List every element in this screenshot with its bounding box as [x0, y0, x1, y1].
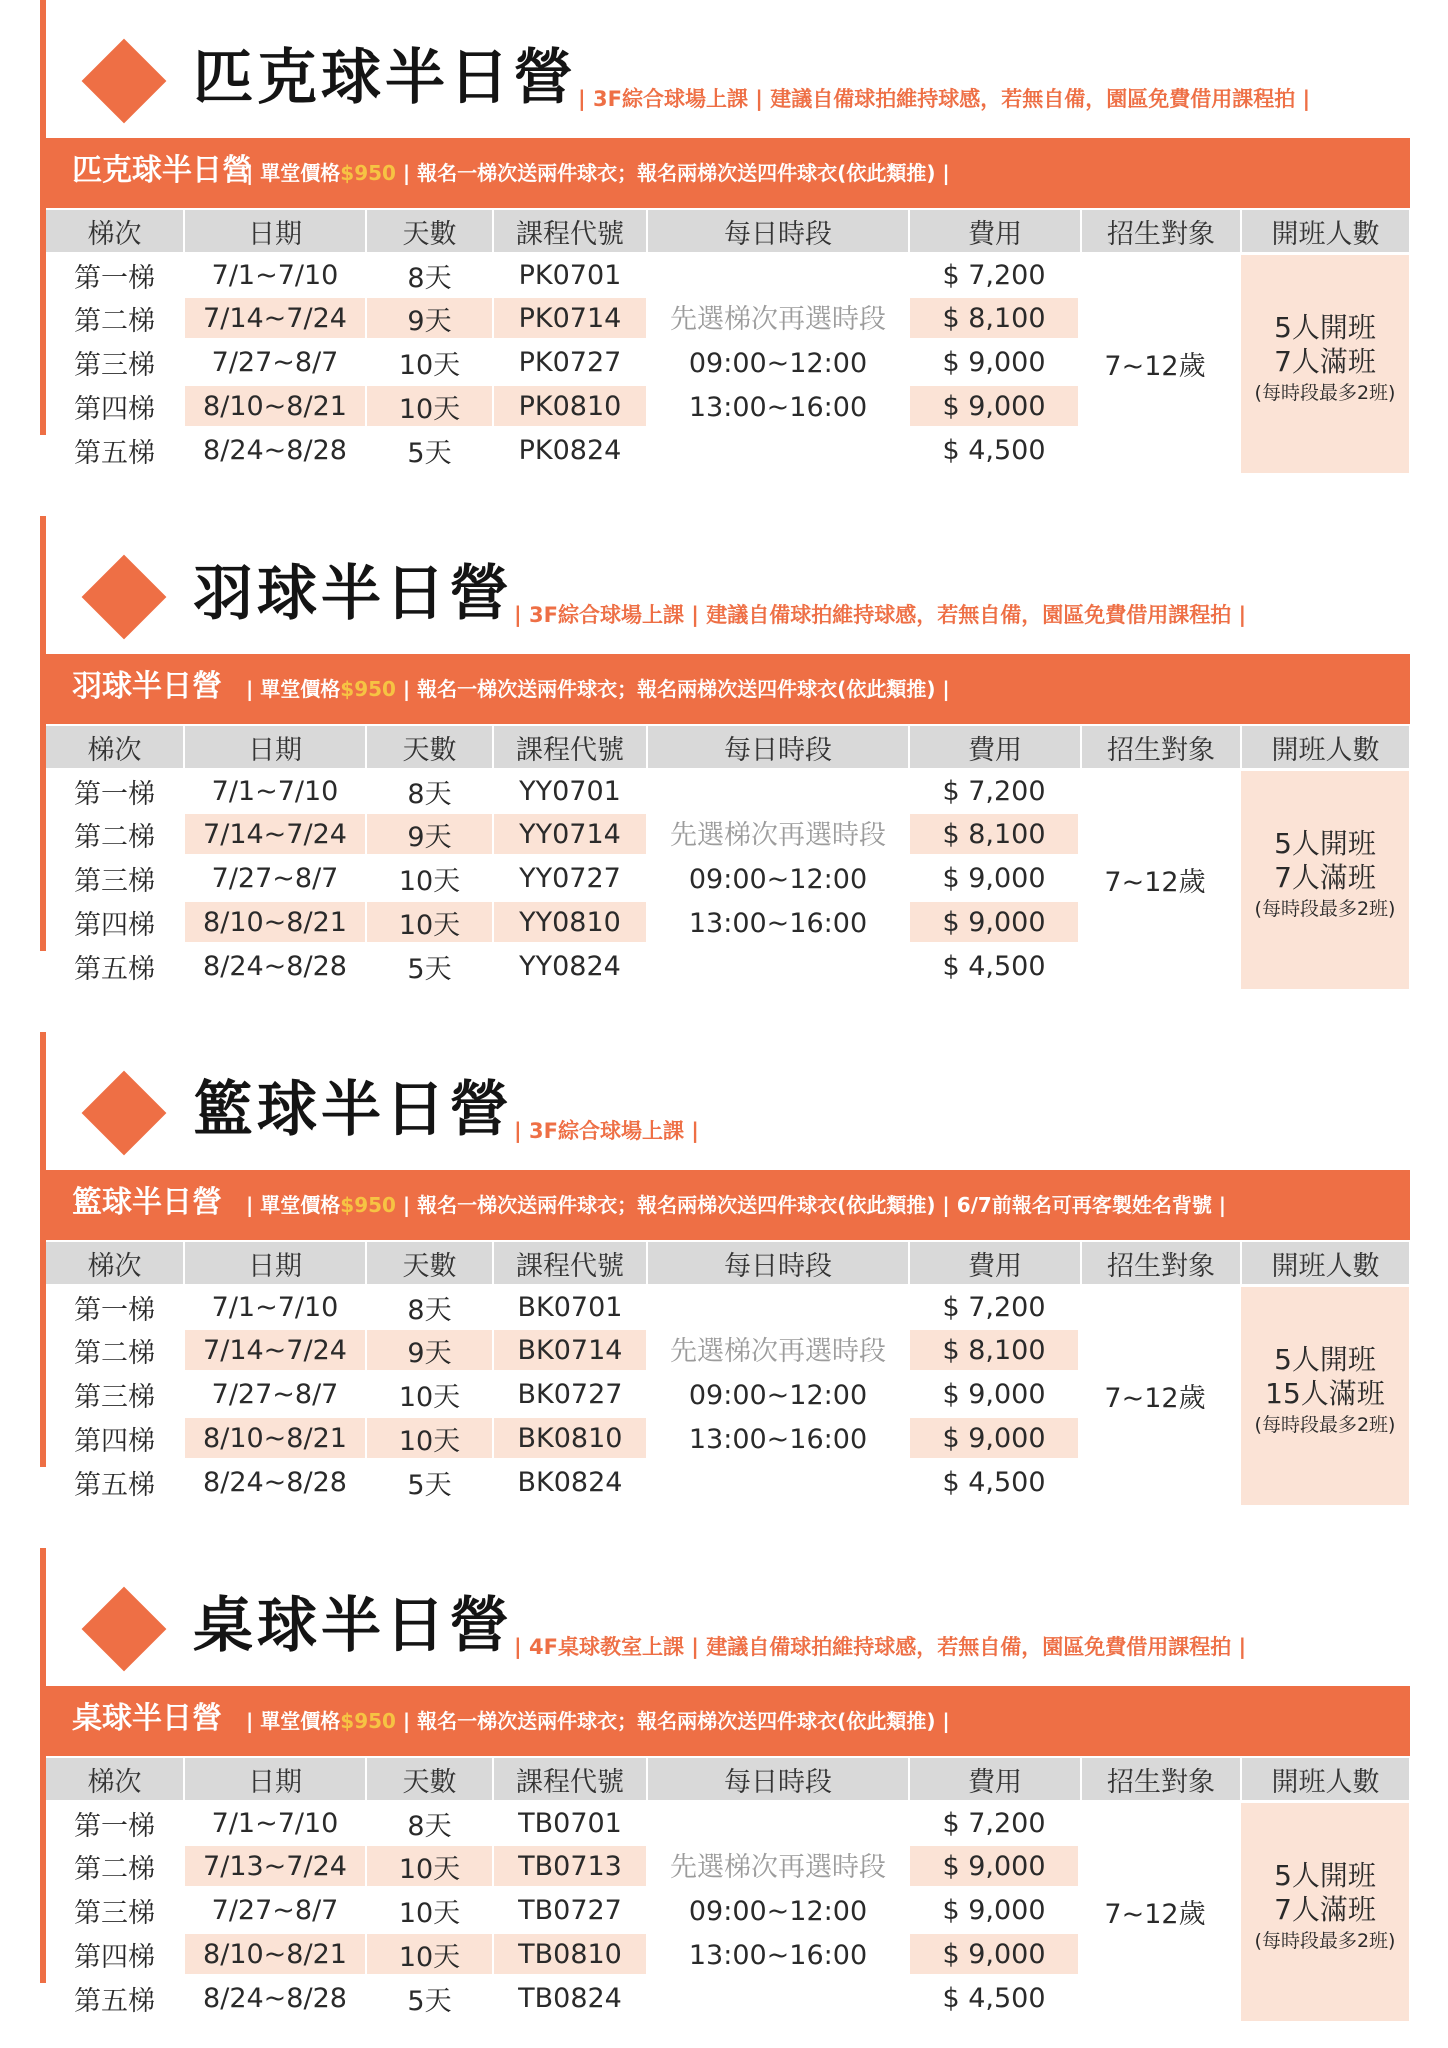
banner-note	[246, 159, 950, 187]
banner-title: 匹克球半日營	[72, 153, 252, 188]
table-cell-days: 8天	[407, 778, 452, 810]
table-cell-code: PK0824	[518, 434, 622, 466]
table-cell-date: 7/1~7/10	[211, 775, 339, 807]
camp-title: 籃球半日營	[193, 1075, 513, 1145]
table-cell-code: TB0713	[494, 1846, 646, 1886]
slot-instruction: 先選梯次再選時段	[670, 304, 886, 335]
table-cell-code: TB0810	[494, 1934, 646, 1974]
table-cell-code: YY0701	[519, 775, 621, 807]
banner-note	[246, 1191, 1226, 1219]
table-cell-code: PK0810	[494, 386, 646, 426]
table-cell-days: 10天	[367, 1418, 492, 1458]
diamond-icon	[82, 39, 167, 124]
quota-note: (每時段最多2班)	[1254, 382, 1396, 404]
class-quota	[1241, 1287, 1409, 1505]
slot-afternoon: 13:00~16:00	[688, 1424, 868, 1455]
table-cell-days: 9天	[367, 814, 492, 854]
camp-title: 羽球半日營	[193, 559, 513, 629]
banner-price-label: | 單堂價格	[246, 1193, 341, 1217]
table-header-cell: 每日時段	[648, 1758, 908, 1800]
table-cell-date: 8/24~8/28	[203, 1982, 347, 2014]
table-cell-code: PK0701	[518, 259, 622, 291]
camp-location-note: | 4F桌球教室上課 | 建議自備球拍維持球感，若無自備，園區免費借用課程拍 |	[514, 1635, 1247, 1659]
table-cell-date: 8/10~8/21	[185, 386, 365, 426]
table-cell-term: 第五梯	[74, 437, 155, 469]
table-cell-code: TB0701	[518, 1807, 622, 1839]
table-cell-code: YY0824	[519, 950, 621, 982]
table-cell-days: 8天	[407, 262, 452, 294]
table-cell-days: 10天	[367, 1846, 492, 1886]
table-header-cell: 費用	[910, 210, 1080, 252]
quota-note: (每時段最多2班)	[1254, 1414, 1396, 1436]
age-target: 7~12歲	[1104, 867, 1206, 898]
table-cell-code: TB0727	[518, 1894, 622, 1926]
banner-note	[246, 1707, 950, 1735]
table-cell-date: 8/10~8/21	[185, 902, 365, 942]
table-cell-days: 9天	[367, 298, 492, 338]
table-cell-date: 7/27~8/7	[211, 862, 339, 894]
table-header-cell: 招生對象	[1082, 1242, 1240, 1284]
quota-open: 5人開班	[1274, 1343, 1376, 1376]
class-quota	[1241, 255, 1409, 473]
table-cell-term: 第三梯	[74, 865, 155, 897]
slot-afternoon: 13:00~16:00	[688, 908, 868, 939]
table-cell-fee: $ 4,500	[942, 1982, 1046, 2014]
table-cell-code: PK0714	[494, 298, 646, 338]
table-cell-days: 10天	[398, 865, 461, 897]
slot-instruction: 先選梯次再選時段	[670, 1336, 886, 1367]
table-cell-code: BK0810	[494, 1418, 646, 1458]
table-cell-term: 第二梯	[74, 1853, 155, 1885]
table-cell-code: YY0810	[494, 902, 646, 942]
table-header-cell: 日期	[185, 210, 365, 252]
table-cell-fee: $ 7,200	[942, 1807, 1046, 1839]
table-cell-term: 第二梯	[74, 821, 155, 853]
table-header-cell: 每日時段	[648, 210, 908, 252]
camp-title: 匹克球半日營	[193, 43, 577, 113]
table-cell-term: 第四梯	[74, 1425, 155, 1457]
slot-morning: 09:00~12:00	[688, 1896, 868, 1927]
banner-price: $950	[340, 161, 396, 185]
table-cell-code: BK0701	[517, 1291, 623, 1323]
table-cell-term: 第一梯	[74, 1294, 155, 1326]
camp-location-note: | 3F綜合球場上課 |	[514, 1119, 699, 1143]
camp-section	[0, 516, 1448, 996]
table-cell-fee: $ 9,000	[910, 1934, 1078, 1974]
banner-price-label: | 單堂價格	[246, 161, 341, 185]
table-cell-fee: $ 9,000	[910, 902, 1078, 942]
table-cell-fee: $ 8,100	[910, 814, 1078, 854]
table-cell-term: 第五梯	[74, 1985, 155, 2017]
table-cell-days: 10天	[367, 386, 492, 426]
table-cell-term: 第五梯	[74, 1469, 155, 1501]
diamond-icon	[82, 555, 167, 640]
table-cell-term: 第三梯	[74, 1381, 155, 1413]
table-cell-fee: $ 9,000	[942, 862, 1046, 894]
table-cell-fee: $ 7,200	[942, 259, 1046, 291]
table-cell-date: 8/24~8/28	[203, 1466, 347, 1498]
table-cell-days: 10天	[398, 1897, 461, 1929]
slot-instruction: 先選梯次再選時段	[670, 820, 886, 851]
table-cell-term: 第三梯	[74, 1897, 155, 1929]
table-header-cell: 梯次	[46, 1242, 183, 1284]
camp-section	[0, 0, 1448, 480]
table-header-cell: 天數	[367, 210, 492, 252]
age-target: 7~12歲	[1104, 351, 1206, 382]
camp-banner	[46, 654, 1410, 724]
table-cell-date: 7/1~7/10	[211, 1807, 339, 1839]
table-cell-code: BK0727	[517, 1378, 623, 1410]
table-header-cell: 每日時段	[648, 1242, 908, 1284]
slot-morning: 09:00~12:00	[688, 1380, 868, 1411]
slot-afternoon: 13:00~16:00	[688, 1940, 868, 1971]
table-cell-fee: $ 9,000	[942, 1378, 1046, 1410]
slot-instruction: 先選梯次再選時段	[670, 1852, 886, 1883]
quota-open: 5人開班	[1274, 827, 1376, 860]
table-cell-term: 第四梯	[74, 393, 155, 425]
table-cell-days: 10天	[398, 349, 461, 381]
table-header-cell: 梯次	[46, 726, 183, 768]
class-quota	[1241, 771, 1409, 989]
banner-promo: | 報名一梯次送兩件球衣；報名兩梯次送四件球衣(依此類推) | 6/7前報名可再客製姓名背號 |	[395, 1193, 1227, 1217]
table-header-cell: 梯次	[46, 210, 183, 252]
table-header-cell: 天數	[367, 1242, 492, 1284]
camp-banner	[46, 1170, 1410, 1240]
table-cell-fee: $ 8,100	[910, 298, 1078, 338]
quota-open: 5人開班	[1274, 311, 1376, 344]
banner-promo: | 報名一梯次送兩件球衣；報名兩梯次送四件球衣(依此類推) |	[395, 1709, 950, 1733]
table-cell-code: PK0727	[518, 346, 622, 378]
banner-price: $950	[340, 1709, 396, 1733]
banner-promo: | 報名一梯次送兩件球衣；報名兩梯次送四件球衣(依此類推) |	[395, 161, 950, 185]
banner-title: 桌球半日營	[72, 1701, 222, 1736]
table-cell-date: 7/1~7/10	[211, 259, 339, 291]
class-quota	[1241, 1803, 1409, 2021]
table-cell-date: 7/27~8/7	[211, 1894, 339, 1926]
diamond-icon	[82, 1587, 167, 1672]
table-cell-fee: $ 4,500	[942, 1466, 1046, 1498]
table-cell-fee: $ 9,000	[910, 1418, 1078, 1458]
table-cell-term: 第二梯	[74, 305, 155, 337]
camp-location-note: | 3F綜合球場上課 | 建議自備球拍維持球感，若無自備，園區免費借用課程拍 |	[514, 603, 1247, 627]
table-header-cell: 梯次	[46, 1758, 183, 1800]
table-cell-fee: $ 4,500	[942, 950, 1046, 982]
table-cell-days: 5天	[407, 1985, 452, 2017]
banner-title: 羽球半日營	[72, 669, 222, 704]
banner-promo: | 報名一梯次送兩件球衣；報名兩梯次送四件球衣(依此類推) |	[395, 677, 950, 701]
banner-price-label: | 單堂價格	[246, 677, 341, 701]
table-cell-date: 7/1~7/10	[211, 1291, 339, 1323]
table-header-cell: 招生對象	[1082, 210, 1240, 252]
table-cell-fee: $ 9,000	[910, 1846, 1078, 1886]
table-header-cell: 費用	[910, 1758, 1080, 1800]
table-header-cell: 招生對象	[1082, 1758, 1240, 1800]
table-cell-date: 8/24~8/28	[203, 434, 347, 466]
table-header-cell: 日期	[185, 726, 365, 768]
table-header-cell: 開班人數	[1242, 726, 1409, 768]
camp-banner	[46, 1686, 1410, 1756]
table-cell-code: BK0824	[517, 1466, 623, 1498]
table-cell-date: 7/14~7/24	[185, 298, 365, 338]
table-cell-days: 5天	[407, 953, 452, 985]
camp-banner	[46, 138, 1410, 208]
table-cell-fee: $ 7,200	[942, 1291, 1046, 1323]
quota-full: 7人滿班	[1274, 345, 1376, 378]
table-header-cell: 天數	[367, 1758, 492, 1800]
table-cell-days: 10天	[367, 1934, 492, 1974]
age-target: 7~12歲	[1104, 1899, 1206, 1930]
camp-title: 桌球半日營	[193, 1591, 513, 1661]
table-cell-term: 第三梯	[74, 349, 155, 381]
banner-title: 籃球半日營	[72, 1185, 222, 1220]
table-cell-date: 7/13~7/24	[185, 1846, 365, 1886]
table-header-cell: 每日時段	[648, 726, 908, 768]
table-header-cell: 費用	[910, 1242, 1080, 1284]
quota-full: 15人滿班	[1265, 1377, 1385, 1410]
table-cell-fee: $ 9,000	[942, 346, 1046, 378]
table-header-cell: 開班人數	[1242, 210, 1409, 252]
table-cell-date: 7/14~7/24	[185, 814, 365, 854]
quota-note: (每時段最多2班)	[1254, 898, 1396, 920]
table-header-cell: 課程代號	[494, 726, 646, 768]
table-cell-days: 10天	[367, 902, 492, 942]
table-cell-term: 第四梯	[74, 1941, 155, 1973]
table-cell-days: 10天	[398, 1381, 461, 1413]
banner-price-label: | 單堂價格	[246, 1709, 341, 1733]
table-header-cell: 日期	[185, 1758, 365, 1800]
banner-price: $950	[340, 1193, 396, 1217]
table-cell-date: 8/10~8/21	[185, 1934, 365, 1974]
table-header-cell: 課程代號	[494, 1758, 646, 1800]
table-cell-fee: $ 7,200	[942, 775, 1046, 807]
table-cell-fee: $ 9,000	[910, 386, 1078, 426]
quota-full: 7人滿班	[1274, 1893, 1376, 1926]
slot-afternoon: 13:00~16:00	[688, 392, 868, 423]
table-header-cell: 招生對象	[1082, 726, 1240, 768]
table-cell-days: 9天	[367, 1330, 492, 1370]
camp-location-note: | 3F綜合球場上課 | 建議自備球拍維持球感，若無自備，園區免費借用課程拍 |	[578, 87, 1311, 111]
slot-morning: 09:00~12:00	[688, 864, 868, 895]
table-cell-code: YY0727	[519, 862, 621, 894]
table-cell-fee: $ 8,100	[910, 1330, 1078, 1370]
age-target: 7~12歲	[1104, 1383, 1206, 1414]
diamond-icon	[82, 1071, 167, 1156]
table-cell-days: 8天	[407, 1810, 452, 1842]
table-header-cell: 費用	[910, 726, 1080, 768]
quota-note: (每時段最多2班)	[1254, 1930, 1396, 1952]
slot-morning: 09:00~12:00	[688, 348, 868, 379]
table-cell-term: 第四梯	[74, 909, 155, 941]
table-cell-code: TB0824	[518, 1982, 622, 2014]
camp-section	[0, 1032, 1448, 1512]
table-cell-term: 第二梯	[74, 1337, 155, 1369]
table-cell-date: 7/27~8/7	[211, 1378, 339, 1410]
table-cell-date: 8/10~8/21	[185, 1418, 365, 1458]
table-cell-term: 第一梯	[74, 262, 155, 294]
table-cell-code: BK0714	[494, 1330, 646, 1370]
table-cell-term: 第一梯	[74, 778, 155, 810]
camp-section	[0, 1548, 1448, 2028]
banner-note	[246, 675, 950, 703]
table-cell-term: 第五梯	[74, 953, 155, 985]
table-header-cell: 課程代號	[494, 210, 646, 252]
table-cell-days: 8天	[407, 1294, 452, 1326]
table-cell-term: 第一梯	[74, 1810, 155, 1842]
table-header-cell: 課程代號	[494, 1242, 646, 1284]
table-header-cell: 天數	[367, 726, 492, 768]
quota-open: 5人開班	[1274, 1859, 1376, 1892]
banner-price: $950	[340, 677, 396, 701]
table-cell-days: 5天	[407, 437, 452, 469]
table-cell-fee: $ 4,500	[942, 434, 1046, 466]
table-cell-days: 5天	[407, 1469, 452, 1501]
table-cell-date: 7/27~8/7	[211, 346, 339, 378]
quota-full: 7人滿班	[1274, 861, 1376, 894]
table-header-cell: 開班人數	[1242, 1242, 1409, 1284]
table-header-cell: 日期	[185, 1242, 365, 1284]
table-cell-date: 7/14~7/24	[185, 1330, 365, 1370]
table-cell-fee: $ 9,000	[942, 1894, 1046, 1926]
table-cell-date: 8/24~8/28	[203, 950, 347, 982]
table-header-cell: 開班人數	[1242, 1758, 1409, 1800]
table-cell-code: YY0714	[494, 814, 646, 854]
